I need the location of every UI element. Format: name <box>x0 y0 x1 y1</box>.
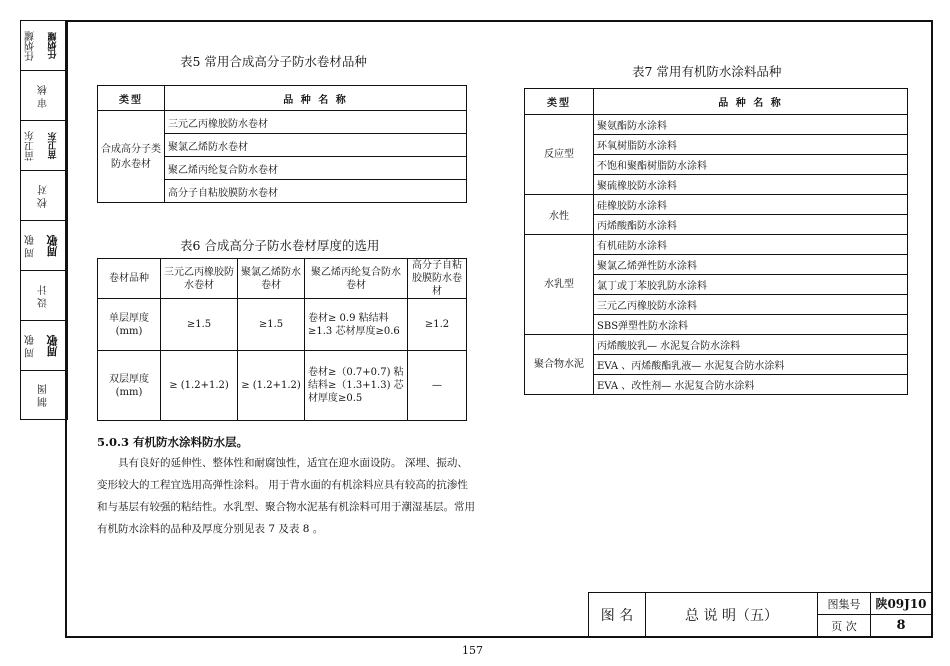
atlas-label: 图集号 <box>818 593 871 615</box>
table6-cell: 卷材≥（0.7+0.7) 粘结料≥（1.3+1.3) 芯材厚度≥0.5 <box>305 351 408 421</box>
table5-group: 合成高分子类防水卷材 <box>98 111 165 203</box>
table7-item: EVA 、改性剂— 水泥复合防水涂料 <box>594 375 908 395</box>
strip-label: 校 对 <box>38 184 50 208</box>
table6-cell: ≥ (1.2+1.2) <box>238 351 305 421</box>
table7-item: 三元乙丙橡胶防水涂料 <box>594 295 908 315</box>
table7-item: 不饱和聚酯树脂防水涂料 <box>594 155 908 175</box>
table6-cell: — <box>408 351 467 421</box>
strip-label: 周 敬 <box>25 334 37 358</box>
title-block-label: 图 名 <box>589 593 646 637</box>
table6-cell: 卷材≥ 0.9 粘结料≥1.3 芯材厚度≥0.6 <box>305 299 408 351</box>
table5-item: 三元乙丙橡胶防水卷材 <box>165 111 467 134</box>
table7-item: 聚氨酯防水涂料 <box>594 115 908 135</box>
table7-item: 丙烯酸酯防水涂料 <box>594 215 908 235</box>
strip-cell <box>21 71 67 121</box>
table7-item: EVA 、丙烯酸酯乳液— 水泥复合防水涂料 <box>594 355 908 375</box>
table7-item: 丙烯酸胶乳— 水泥复合防水涂料 <box>594 335 908 355</box>
table6-header: 三元乙丙橡胶防水卷材 <box>161 259 238 299</box>
strip-cell <box>21 271 67 321</box>
signature: 周敬 <box>46 235 59 257</box>
table7-header-type: 类型 <box>525 89 594 115</box>
table6-header: 高分子自粘胶膜防水卷材 <box>408 259 467 299</box>
table7-item: 环氧树脂防水涂料 <box>594 135 908 155</box>
table5 <box>97 85 467 203</box>
table7-item: SBS弹塑性防水涂料 <box>594 315 908 335</box>
table5-item: 聚乙烯丙纶复合防水卷材 <box>165 157 467 180</box>
section-text: 具有良好的延伸性、整体性和耐腐蚀性，适宜在迎水面设防。 深埋、振动、变形较大的工程宜选用高弹性涂料。 用于背水面的有机涂料应具有较高的抗渗性和与基层有较强的粘结性。水乳型、聚合物水泥基有机涂料可用于潮湿基层。常用有机防水涂料的品种及厚度分别见表 7 及表 8 。 <box>97 457 475 535</box>
table6 <box>97 258 467 421</box>
table7-item: 聚氯乙烯弹性防水涂料 <box>594 255 908 275</box>
table7-header-name: 品 种 名 称 <box>594 89 908 115</box>
title-block <box>588 592 932 637</box>
table7-caption: 表7 常用有机防水涂料品种 <box>632 64 782 79</box>
strip-cell <box>21 121 67 171</box>
table7-item: 硅橡胶防水涂料 <box>594 195 908 215</box>
table6-header: 聚乙烯丙纶复合防水卷材 <box>305 259 408 299</box>
strip-cell <box>21 171 67 221</box>
table7-group-type: 反应型 <box>525 115 594 195</box>
table6-cell: ≥ (1.2+1.2) <box>161 351 238 421</box>
page-number-cell: 8 <box>871 615 932 637</box>
strip-label: 设 计 <box>38 284 50 308</box>
table6-cell: ≥1.5 <box>238 299 305 351</box>
table6-cell: ≥1.2 <box>408 299 467 351</box>
signature: 苗卫东 <box>48 132 59 160</box>
page-number: 157 <box>462 644 483 657</box>
strip-label: 制 图 <box>38 383 50 407</box>
signature: 周敬 <box>46 335 59 357</box>
table5-header-name: 品 种 名 称 <box>165 86 467 111</box>
signature-strip <box>20 20 68 420</box>
strip-cell <box>21 21 67 71</box>
table6-header: 卷材品种 <box>98 259 161 299</box>
drawing-title: 总 说 明（五） <box>646 593 818 637</box>
strip-label: 任炳耀 <box>25 31 37 61</box>
table7-group-type: 水乳型 <box>525 235 594 335</box>
table5-header-type: 类型 <box>98 86 165 111</box>
strip-label: 审 核 <box>38 84 50 108</box>
table6-header: 聚氯乙烯防水卷材 <box>238 259 305 299</box>
atlas-number: 陕09J10 <box>871 593 932 615</box>
table7-item: 氯丁或丁苯胶乳防水涂料 <box>594 275 908 295</box>
table6-cell: 单层厚度(mm) <box>98 299 161 351</box>
table6-cell: 双层厚度(mm) <box>98 351 161 421</box>
page-label: 页 次 <box>818 615 871 637</box>
table6-caption: 表6 合成高分子防水卷材厚度的选用 <box>180 238 380 253</box>
table5-item: 聚氯乙烯防水卷材 <box>165 134 467 157</box>
table5-caption: 表5 常用合成高分子防水卷材品种 <box>180 54 367 69</box>
table5-item: 高分子自粘胶膜防水卷材 <box>165 180 467 203</box>
strip-cell <box>21 321 67 371</box>
table7-group-type: 聚合物水泥 <box>525 335 594 395</box>
table7-item: 聚硫橡胶防水涂料 <box>594 175 908 195</box>
strip-label: 周 敬 <box>25 234 37 258</box>
table7-group-type: 水性 <box>525 195 594 235</box>
table7-item: 有机硅防水涂料 <box>594 235 908 255</box>
signature: 任炳耀 <box>48 32 59 60</box>
strip-label: 苗卫东 <box>25 131 37 161</box>
section-heading: 5.0.3 有机防水涂料防水层。 <box>97 435 249 449</box>
table6-cell: ≥1.5 <box>161 299 238 351</box>
strip-cell <box>21 371 67 419</box>
table7 <box>524 88 908 395</box>
strip-cell <box>21 221 67 271</box>
